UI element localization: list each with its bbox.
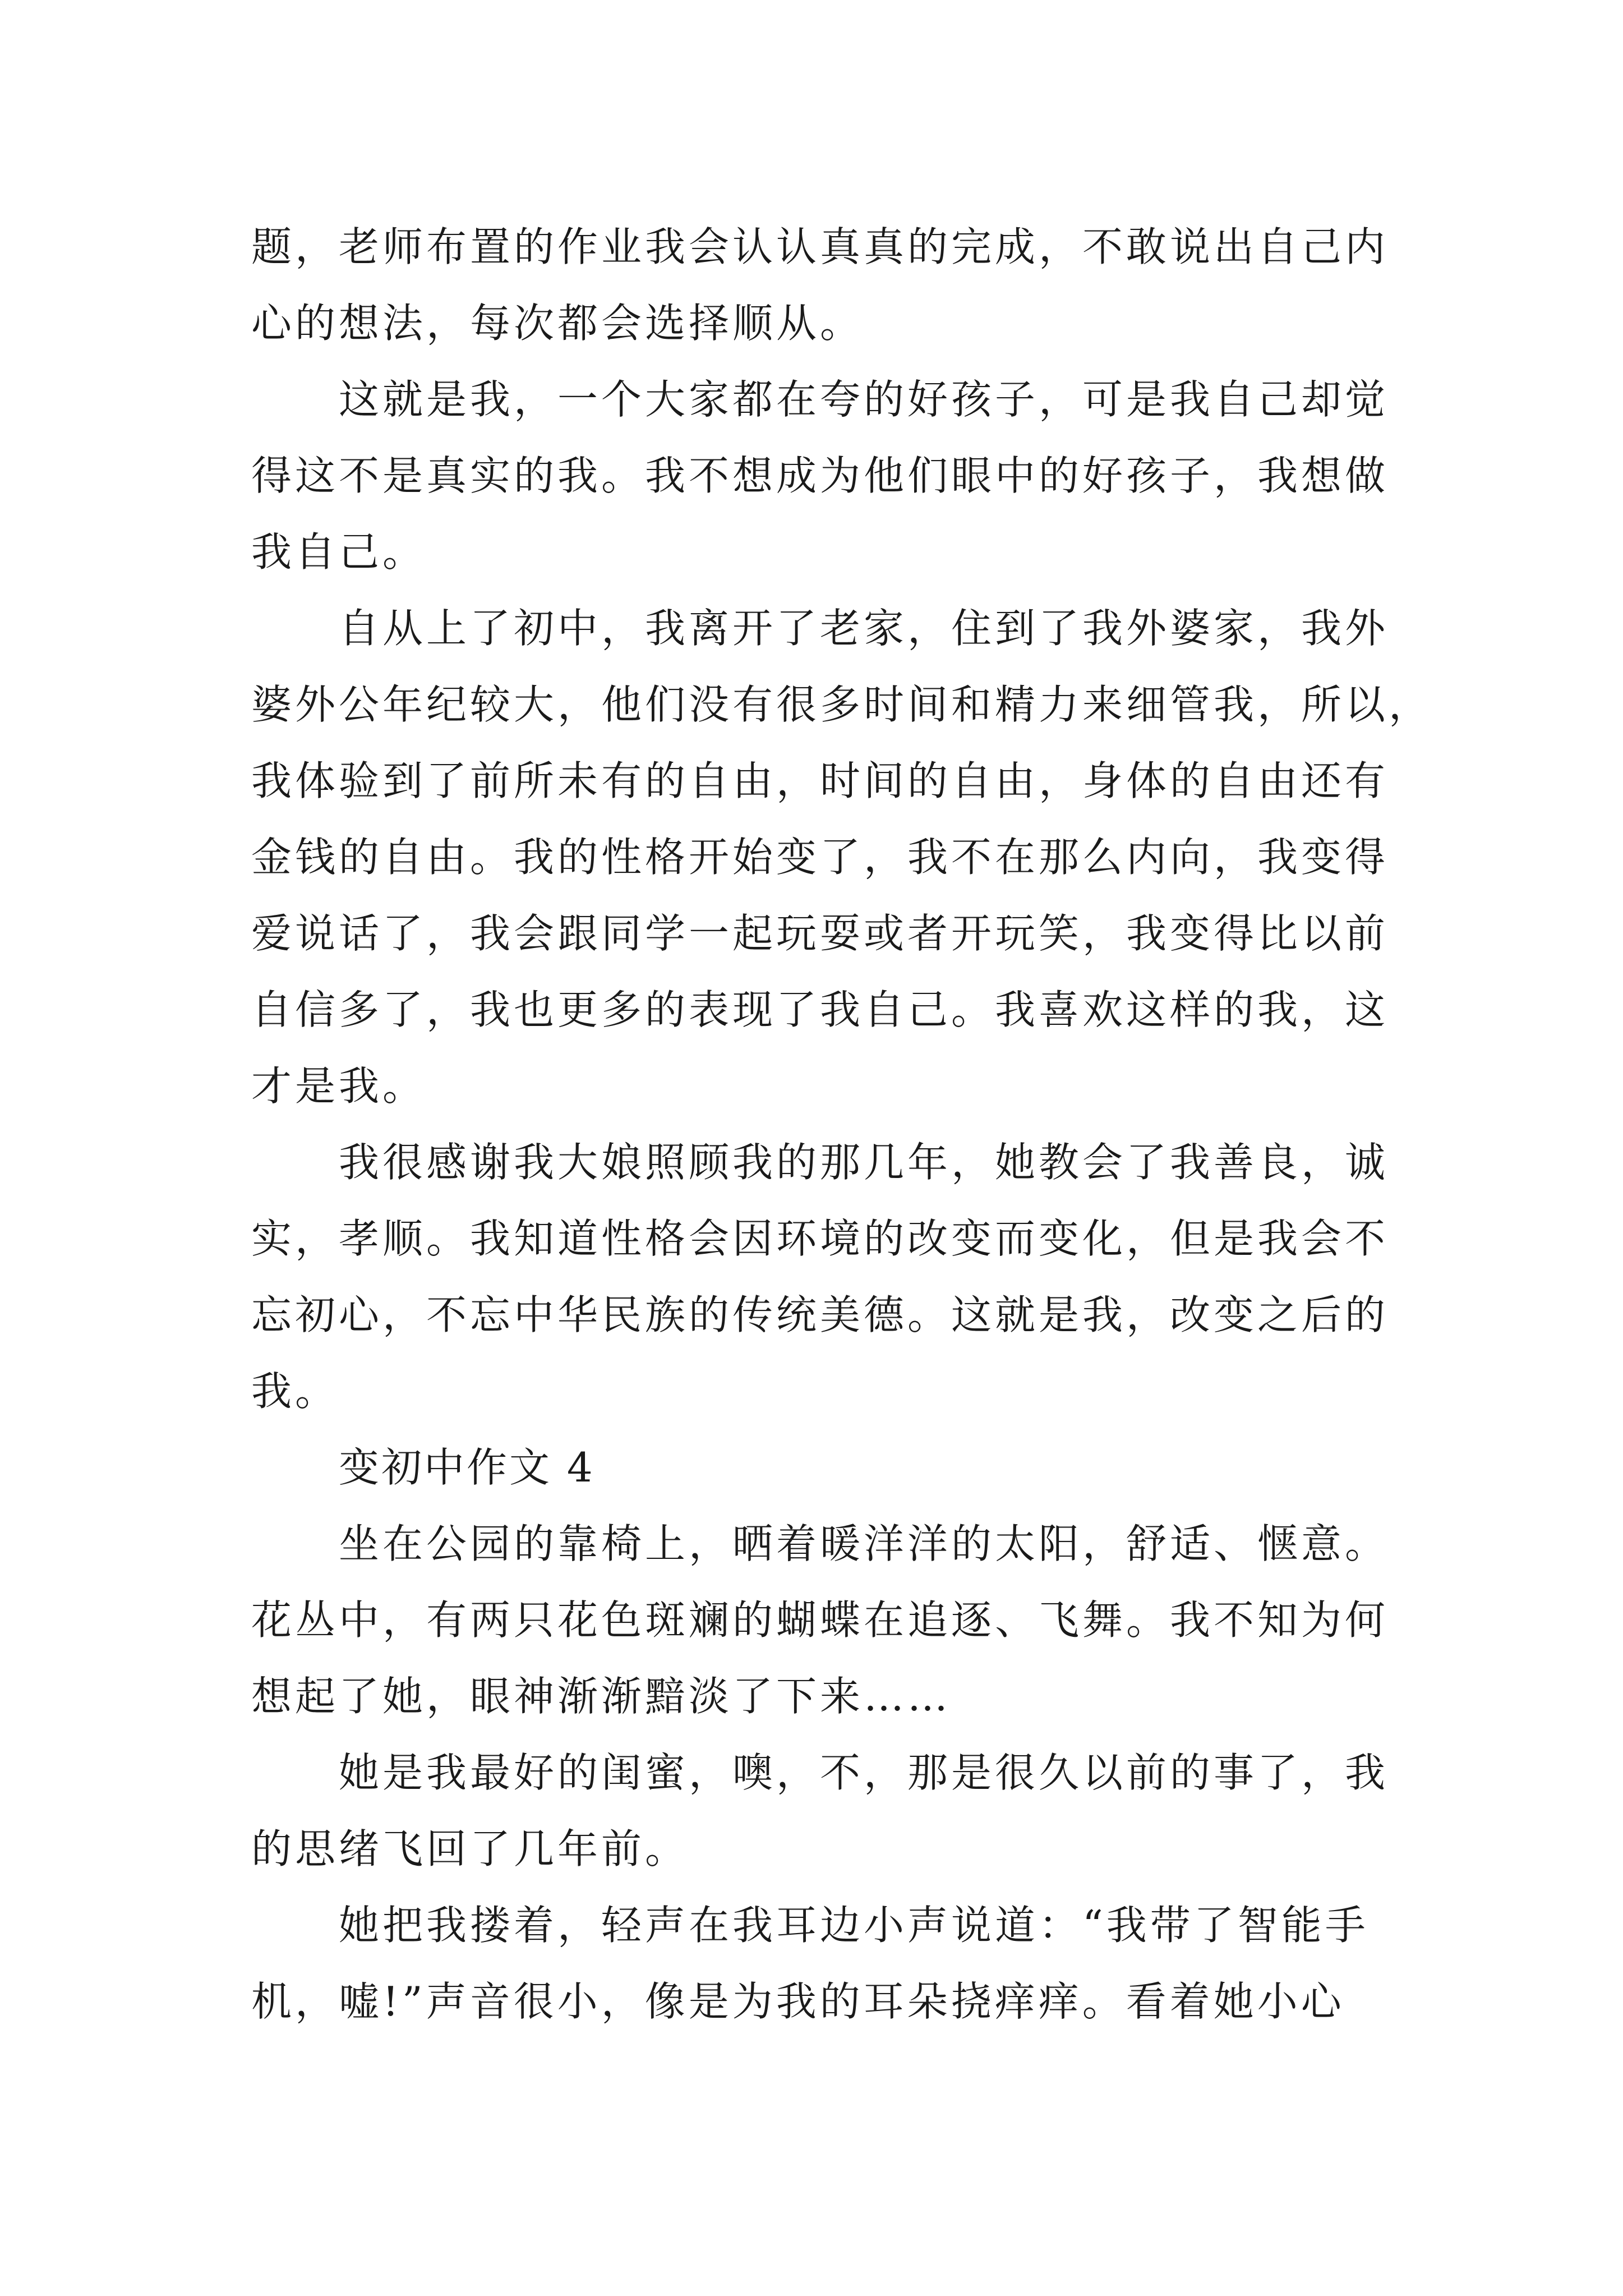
text-line: 机，嘘!”声音很小，像是为我的耳朵挠痒痒。看着她小心 xyxy=(251,1978,1345,2025)
text-line: 婆外公年纪较大，他们没有很多时间和精力来细管我，所以， xyxy=(251,681,1433,728)
text-line: 自信多了，我也更多的表现了我自己。我喜欢这样的我，这 xyxy=(251,986,1389,1033)
paragraph-start-line: 坐在公园的靠椅上，晒着暖洋洋的太阳，舒适、惬意。 xyxy=(339,1520,1389,1567)
text-line: 得这不是真实的我。我不想成为他们眼中的好孩子，我想做 xyxy=(251,452,1389,499)
paragraph-start-line: 自从上了初中，我离开了老家，住到了我外婆家，我外 xyxy=(339,605,1389,652)
text-line: 我体验到了前所未有的自由，时间的自由，身体的自由还有 xyxy=(251,757,1389,804)
text-line: 题，老师布置的作业我会认认真真的完成，不敢说出自己内 xyxy=(251,223,1389,270)
text-line: 的思绪飞回了几年前。 xyxy=(251,1825,689,1872)
text-line: 想起了她，眼神渐渐黯淡了下来…… xyxy=(251,1673,952,1720)
paragraph-start-line: 她把我搂着，轻声在我耳边小声说道：“我带了智能手 xyxy=(339,1902,1369,1949)
text-line: 我。 xyxy=(251,1368,339,1415)
text-line: 金钱的自由。我的性格开始变了，我不在那么内向，我变得 xyxy=(251,834,1389,881)
section-heading: 变初中作文 4 xyxy=(339,1444,595,1491)
text-line: 爱说话了，我会跟同学一起玩耍或者开玩笑，我变得比以前 xyxy=(251,910,1389,957)
text-line: 忘初心，不忘中华民族的传统美德。这就是我，改变之后的 xyxy=(251,1291,1389,1338)
text-line: 才是我。 xyxy=(251,1062,427,1110)
text-line: 心的想法，每次都会选择顺从。 xyxy=(251,300,864,347)
paragraph-start-line: 她是我最好的闺蜜，噢，不，那是很久以前的事了，我 xyxy=(339,1749,1389,1796)
paragraph-start-line: 这就是我，一个大家都在夸的好孩子，可是我自己却觉 xyxy=(339,376,1389,423)
text-line: 实，孝顺。我知道性格会因环境的改变而变化，但是我会不 xyxy=(251,1215,1389,1262)
text-line: 花丛中，有两只花色斑斓的蝴蝶在追逐、飞舞。我不知为何 xyxy=(251,1596,1389,1644)
paragraph-start-line: 我很感谢我大娘照顾我的那几年，她教会了我善良，诚 xyxy=(339,1139,1389,1186)
text-line: 我自己。 xyxy=(251,528,427,576)
